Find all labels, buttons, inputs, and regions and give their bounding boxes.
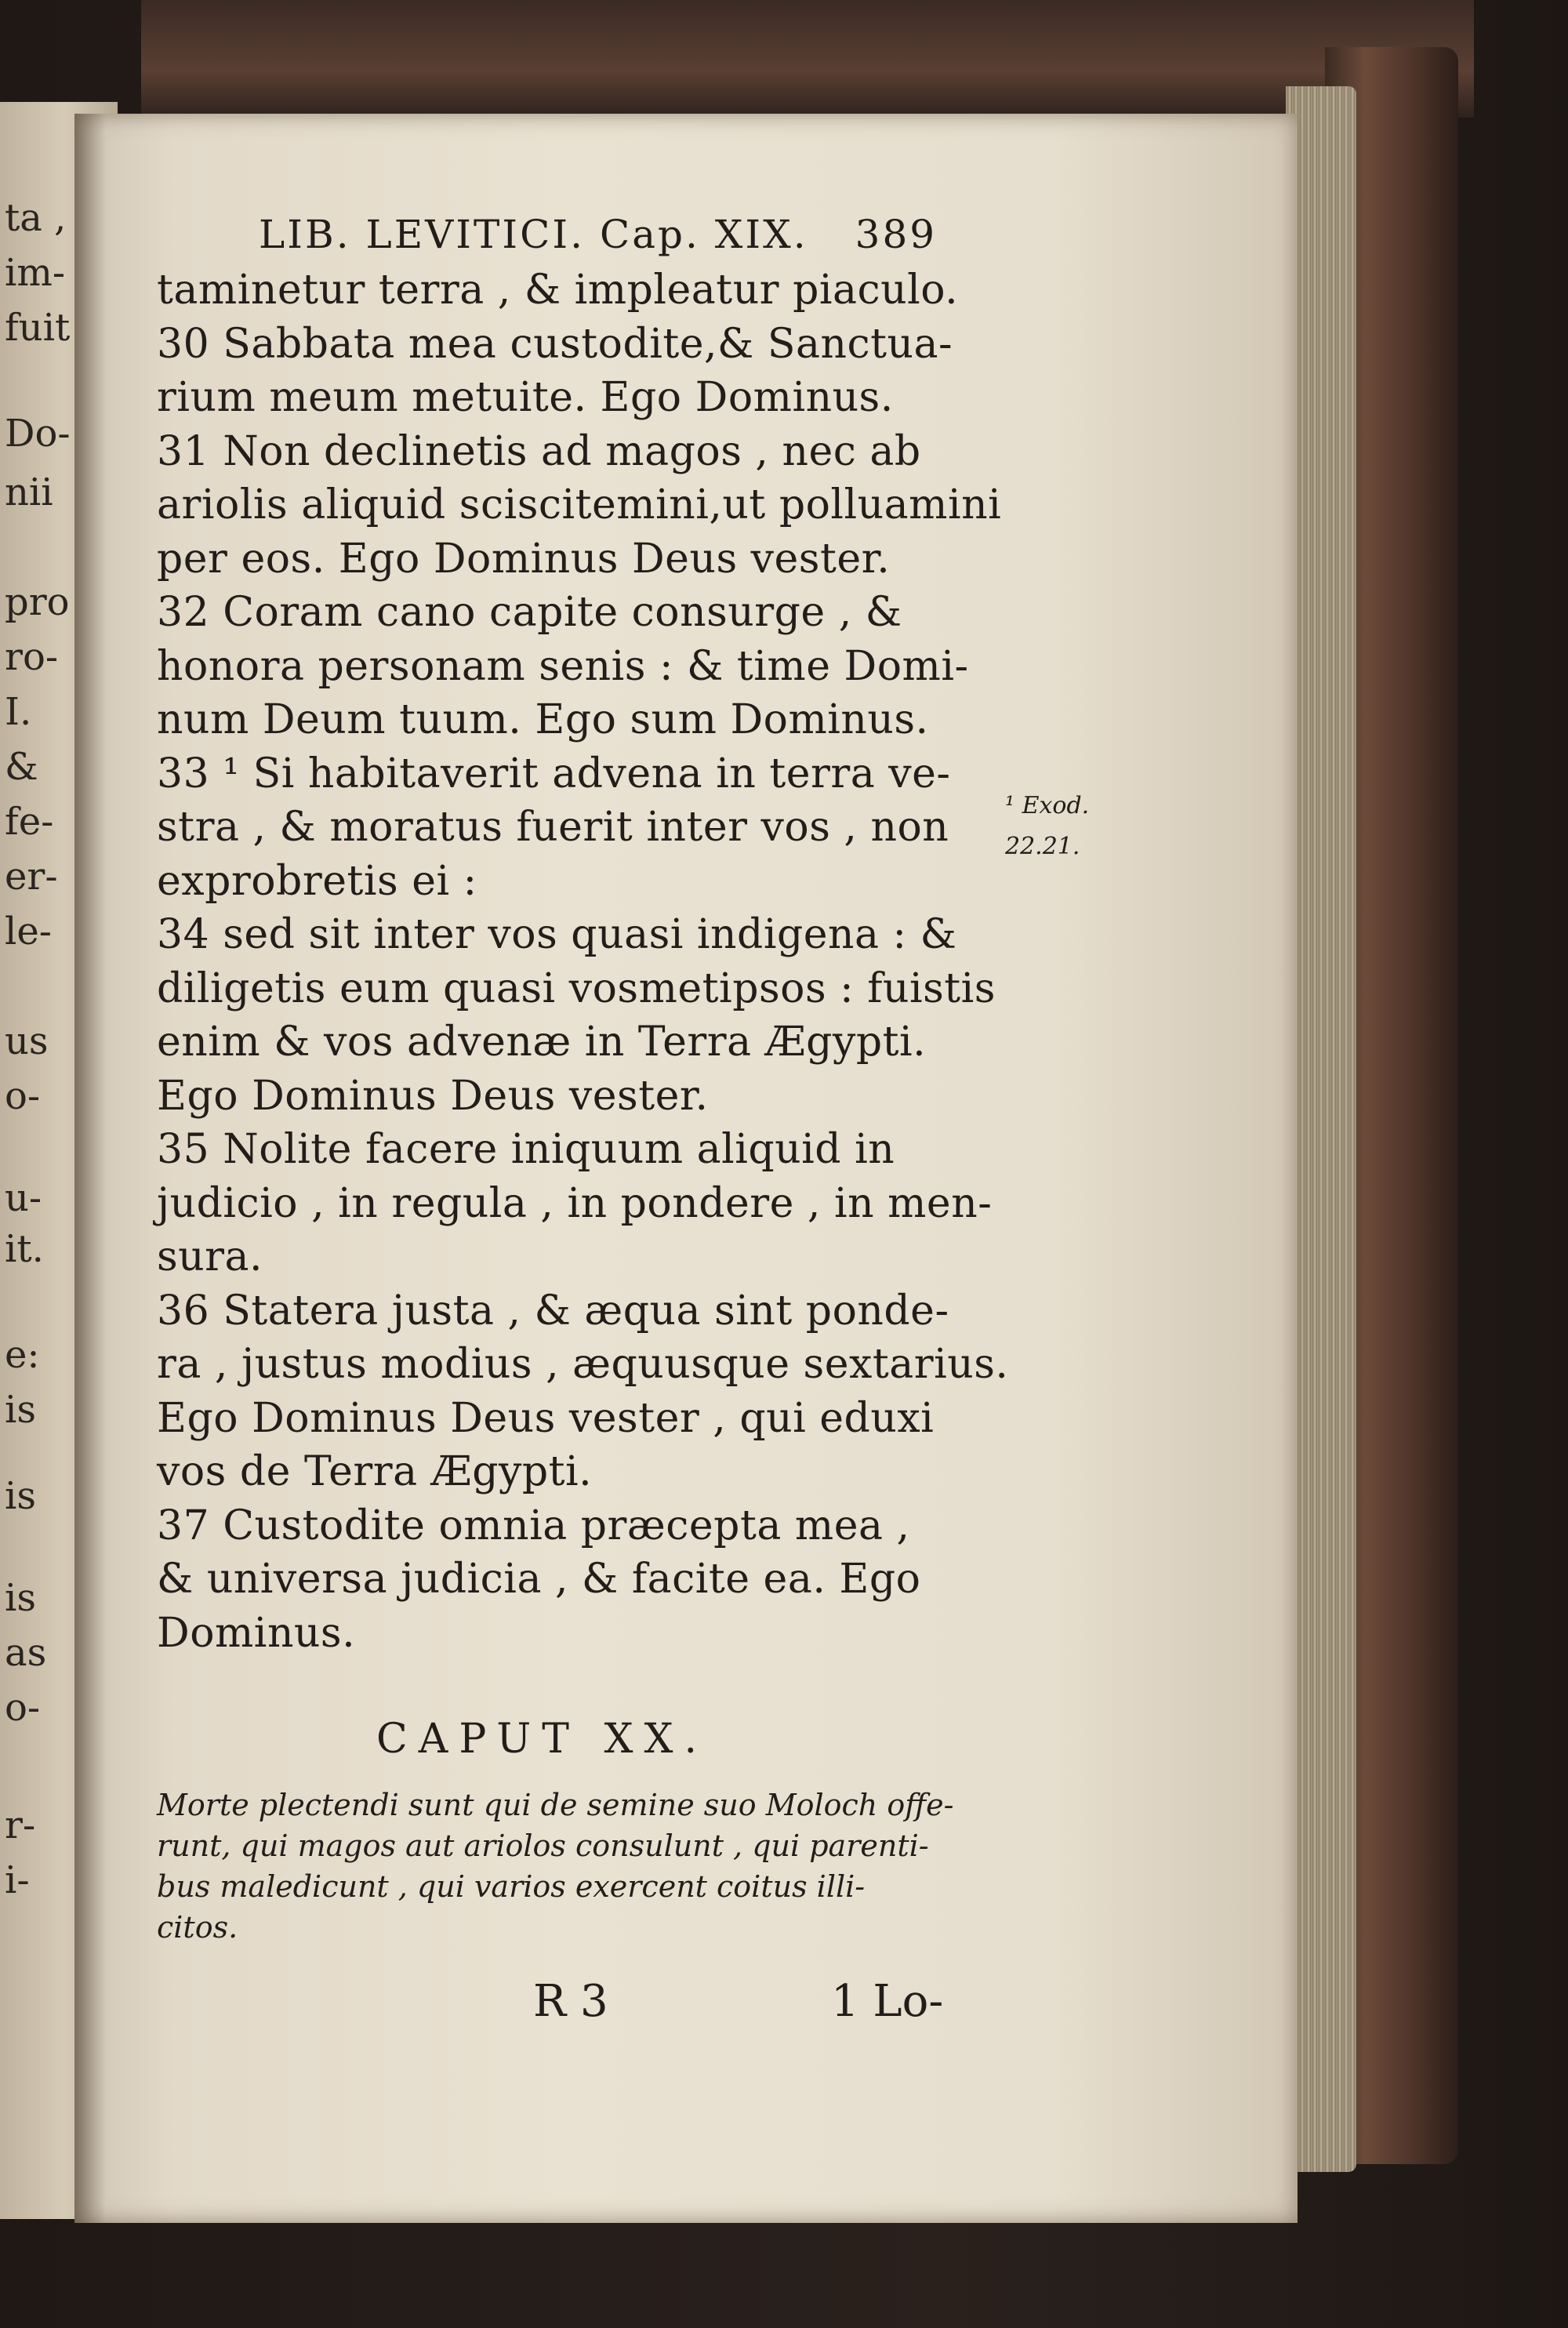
body-line: 35 Nolite facere iniquum aliquid in bbox=[157, 1126, 895, 1173]
left-page-fragment: r- bbox=[5, 1803, 36, 1847]
body-line: taminetur terra , & impleatur piaculo. bbox=[157, 267, 959, 314]
left-page-fragment: u- bbox=[5, 1176, 42, 1220]
left-page-fragment: it. bbox=[5, 1227, 44, 1271]
body-line: ariolis aliquid sciscitemini,ut polluamini bbox=[157, 481, 1002, 528]
running-title: LIB. LEVITICI. Cap. XIX. bbox=[259, 212, 808, 257]
left-page-fragment: is bbox=[5, 1576, 36, 1620]
left-page-fragment: o- bbox=[5, 1686, 41, 1730]
left-page-fragment: fuit bbox=[5, 306, 71, 350]
book-cover-top bbox=[141, 0, 1474, 118]
body-line: per eos. Ego Dominus Deus vester. bbox=[157, 535, 891, 583]
body-line: 34 sed sit inter vos quasi indigena : & bbox=[157, 911, 957, 958]
body-line: judicio , in regula , in pondere , in men- bbox=[157, 1179, 993, 1227]
body-line: 36 Statera justa , & æqua sint ponde- bbox=[157, 1287, 949, 1335]
left-page-fragment: er- bbox=[5, 855, 58, 899]
body-line: sura. bbox=[157, 1233, 263, 1280]
body-line: ra , justus modius , æquusque sextarius. bbox=[157, 1341, 1009, 1388]
body-line: 37 Custodite omnia præcepta mea , bbox=[157, 1502, 910, 1549]
margin-note-reference: ¹ Exod. bbox=[1005, 792, 1090, 819]
summary-line: bus maledicunt , qui varios exercent coitus illi- bbox=[157, 1869, 866, 1904]
left-page-fragment: as bbox=[5, 1631, 47, 1675]
left-page-fragment: & bbox=[5, 745, 38, 789]
body-line: rium meum metuite. Ego Dominus. bbox=[157, 374, 894, 421]
body-line: exprobretis ei : bbox=[157, 857, 477, 905]
body-line: vos de Terra Ægypti. bbox=[157, 1448, 593, 1495]
left-page-fragment: im- bbox=[5, 251, 66, 295]
left-page-fragment: fe- bbox=[5, 800, 54, 844]
body-line: num Deum tuum. Ego sum Dominus. bbox=[157, 696, 929, 743]
summary-line: Morte plectendi sunt qui de semine suo Moloch offe- bbox=[157, 1788, 954, 1822]
left-page-fragment: ta , bbox=[5, 196, 67, 240]
body-line: 32 Coram cano capite consurge , & bbox=[157, 589, 902, 636]
left-page-fragment: ro- bbox=[5, 635, 59, 679]
left-page-fragment: nii bbox=[5, 470, 53, 514]
chapter-heading: CAPUT XX. bbox=[376, 1716, 709, 1763]
body-line: 33 ¹ Si habitaverit advena in terra ve- bbox=[157, 750, 951, 797]
left-page-fragment: Do- bbox=[5, 412, 71, 456]
body-line: Ego Dominus Deus vester , qui eduxi bbox=[157, 1394, 935, 1442]
body-line: 30 Sabbata mea custodite,& Sanctua- bbox=[157, 320, 953, 368]
left-page-fragment: le- bbox=[5, 910, 52, 953]
running-header bbox=[259, 212, 937, 257]
margin-note-verse: 22.21. bbox=[1005, 833, 1080, 860]
left-page-fragment: i- bbox=[5, 1858, 30, 1902]
summary-line: citos. bbox=[157, 1910, 238, 1945]
body-line: 31 Non declinetis ad magos , nec ab bbox=[157, 427, 921, 475]
left-page-fragment: e: bbox=[5, 1333, 40, 1377]
body-line: enim & vos advenæ in Terra Ægypti. bbox=[157, 1019, 927, 1066]
left-page-fragment: I. bbox=[5, 690, 32, 734]
left-page-fragment: o- bbox=[5, 1074, 41, 1118]
body-line: & universa judicia , & facite ea. Ego bbox=[157, 1556, 921, 1603]
left-page-fragment: pro bbox=[5, 580, 70, 624]
summary-line: runt, qui magos aut ariolos consulunt , qui parenti- bbox=[157, 1829, 929, 1863]
body-line: Dominus. bbox=[157, 1609, 356, 1657]
left-page-fragment: is bbox=[5, 1388, 36, 1432]
body-line: stra , & moratus fuerit inter vos , non bbox=[157, 804, 949, 851]
left-page-fragment: us bbox=[5, 1019, 49, 1063]
body-line: honora personam senis : & time Domi- bbox=[157, 642, 969, 690]
body-line: Ego Dominus Deus vester. bbox=[157, 1072, 709, 1120]
signature-mark: R 3 bbox=[533, 1976, 608, 2027]
catchword: 1 Lo- bbox=[831, 1976, 944, 2027]
page-gutter-shadow bbox=[74, 114, 106, 2223]
left-page-fragment: is bbox=[5, 1474, 36, 1518]
page-number: 389 bbox=[855, 212, 938, 257]
body-line: diligetis eum quasi vosmetipsos : fuistis bbox=[157, 964, 996, 1012]
